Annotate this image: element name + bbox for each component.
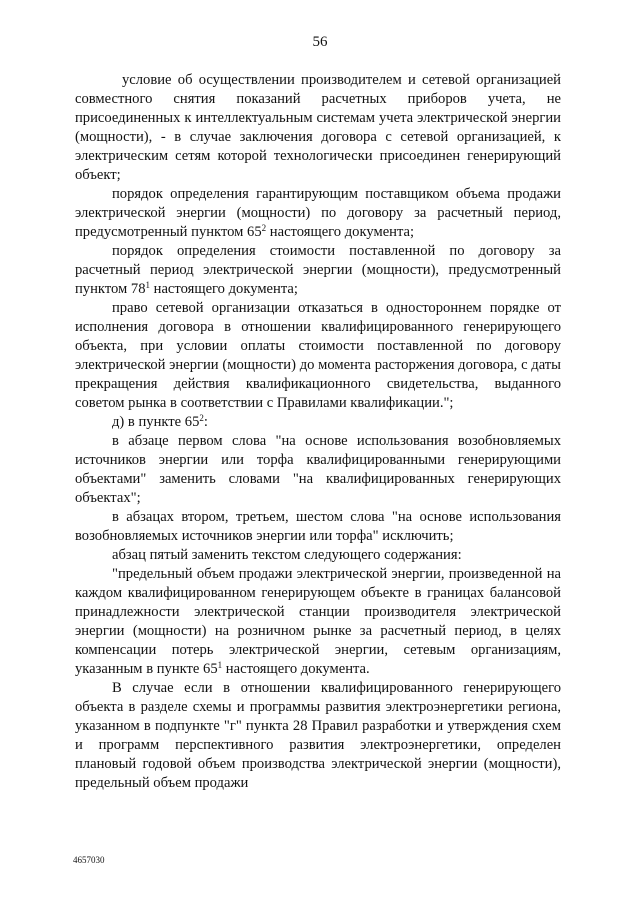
paragraph-planned-volume	[75, 679, 561, 793]
paragraph-contract-refusal	[75, 299, 561, 413]
paragraph-text: В случае если в отношении квалифицированного генерирующего объекта в разделе схемы и программы развития электроэнергетики региона, указанном в подпункте "г" пункта 28 Правил разработки и утверждения схем и программ перспективного развития электроэнергетики, определен плановый годовой объем производства электрической энергии (мощности), предельный объем продажи	[75, 680, 561, 791]
paragraph-subpoint-d	[75, 413, 561, 432]
paragraph-text-tail: :	[203, 414, 208, 430]
paragraph-text: в абзацах втором, третьем, шестом слова "на основе использования возобновляемых источников энергии или торфа" исключить;	[75, 509, 561, 544]
paragraph-text: условие об осуществлении производителем и сетевой организацией совместного снятия показаний расчетных приборов учета, не присоединенных к интеллектуальным системам учета электрической энергии (мощности), - в случае заключения договора с сетевой организацией, к электрическим сетям которой технологически присоединен генерирующий объект;	[75, 72, 561, 183]
superscript: 2	[261, 223, 267, 233]
superscript: 1	[217, 660, 223, 670]
paragraph-first-abzac	[75, 432, 561, 508]
page-number: 56	[312, 34, 328, 50]
document-code: 4657030	[73, 855, 105, 865]
paragraph-text: порядок определения стоимости поставленной по договору за расчетный период электрической энергии (мощности), предусмотренный пунктом 78	[75, 243, 561, 297]
paragraph-text: порядок определения гарантирующим поставщиком объема продажи электрической энергии (мощности) по договору за расчетный период, предусмотренный пунктом 65	[75, 186, 561, 240]
paragraph-text: право сетевой организации отказаться в одностороннем порядке от исполнения договора в отношении квалифицированного генерирующего объекта, при условии оплаты стоимости поставленной по договору электрической энергии (мощности) до момента расторжения договора, с даты прекращения действия квалификационного свидетельства, выданного советом рынка в соответствии с Правилами квалификации.";	[75, 300, 561, 411]
paragraph-max-volume	[75, 565, 561, 679]
superscript: 2	[199, 413, 204, 423]
paragraph-text: "предельный объем продажи электрической энергии, произведенной на каждом квалифицированном генерирующем объекте в границах балансовой принадлежности электрической станции производителя электрической энергии (мощности) на розничном рынке за расчетный период, в целях компенсации потерь электрической энергии, сетевым организациям, указанным в пункте 65	[75, 566, 561, 677]
paragraph-text: абзац пятый заменить текстом следующего содержания:	[112, 547, 462, 563]
paragraph-condition-meter-reading	[75, 71, 561, 185]
paragraph-volume-determination	[75, 185, 561, 242]
document-body	[75, 71, 561, 793]
paragraph-cost-determination	[75, 242, 561, 299]
paragraph-text-tail: настоящего документа.	[222, 661, 370, 677]
paragraph-fifth-abzac	[75, 546, 561, 565]
paragraph-text: в абзаце первом слова "на основе использования возобновляемых источников энергии или торфа квалифицированными генерирующими объектами" заменить словами "на квалифицированных генерирующих объектах";	[75, 433, 561, 506]
paragraph-text: д) в пункте 65	[112, 414, 200, 430]
paragraph-exclusion	[75, 508, 561, 546]
paragraph-text-tail: настоящего документа;	[150, 281, 298, 297]
paragraph-text-tail: настоящего документа;	[266, 224, 415, 240]
superscript: 1	[145, 280, 150, 290]
